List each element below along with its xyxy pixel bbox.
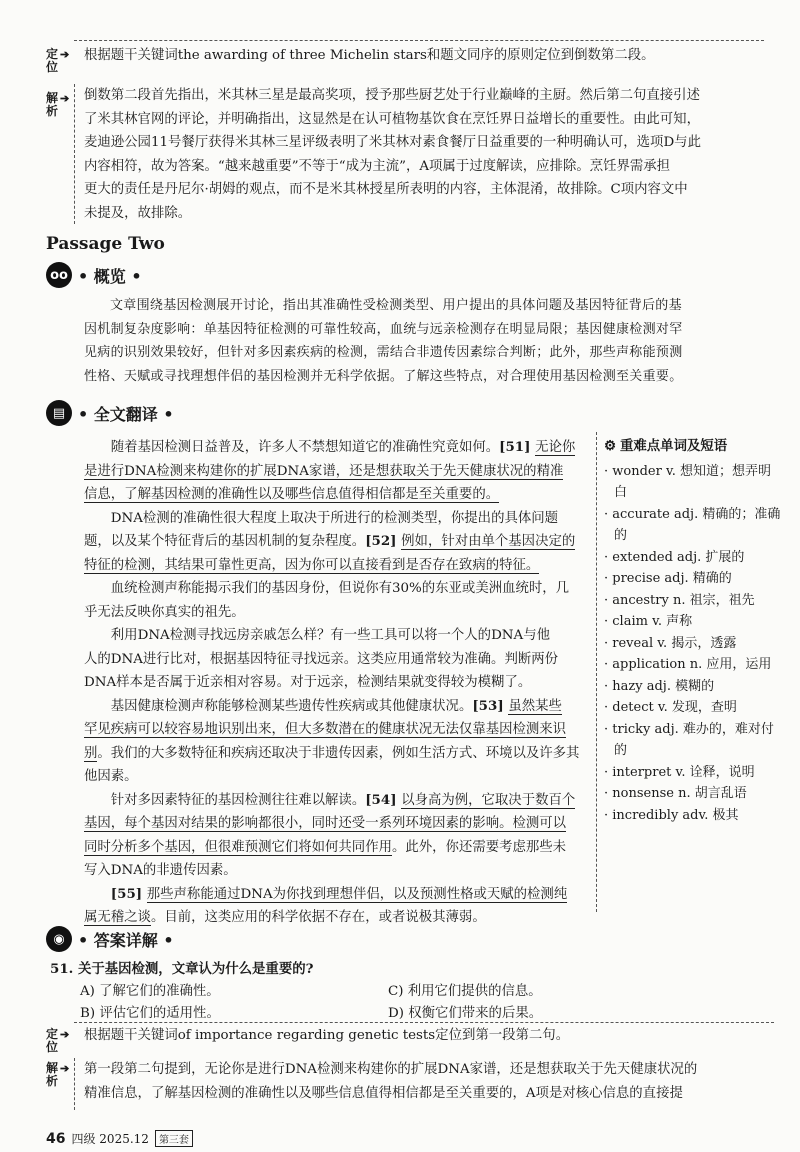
overview-line: 见病的识别效果较好，但针对多因素疾病的检测，需结合非遗传因素综合判断；此外，那些声称能预测 <box>84 345 683 360</box>
trans-line <box>84 718 590 742</box>
trans-line: 写入DNA的非遗传因素。 <box>84 863 237 878</box>
arrow-icon: ➔ <box>60 1028 70 1041</box>
arrow-icon: ➔ <box>60 1062 70 1075</box>
translation-heading-text: • 全文翻译 • <box>78 404 174 424</box>
trans-line: 血统检测声称能揭示我们的基因身份，但说你有30%的东亚或美洲血统时，几 <box>110 581 570 596</box>
answers-heading-text: • 答案详解 • <box>78 930 174 950</box>
t: 题，以及某个特征背后的基因机制的复杂程度。 <box>84 534 366 549</box>
jiexi-line: 内容相符，故为答案。“越来越重要”不等于“成为主流”，A项属于过度解读，应排除。烹饪界需承担 <box>84 158 671 174</box>
arrow-icon: ➔ <box>60 92 70 105</box>
jiexi-line: 第一段第二句提到，无论你是进行DNA检测来构建你的扩展DNA家谱，还是想获取关于先天健康状况的 <box>84 1062 698 1077</box>
overview-line: 文章围绕基因检测展开讨论，指出其准确性受检测类型、用户提出的具体问题及基因特征背后的基 <box>110 298 682 313</box>
t: 无论你 <box>535 440 576 455</box>
vocab-item: · application n. 应用，运用 <box>604 657 772 672</box>
page-footer <box>46 1130 193 1147</box>
trans-line <box>84 883 590 907</box>
overview-text <box>84 294 774 388</box>
jiexi-rule <box>74 84 75 224</box>
t: 针对多因素特征的基因检测往往难以解读。 <box>110 792 366 808</box>
vocab-item: · reveal v. 揭示，透露 <box>604 635 737 651</box>
overview-heading <box>46 262 142 288</box>
trans-line <box>84 812 590 836</box>
jiexi-line: 更大的责任是丹尼尔·胡姆的观点，而不是米其林授星所表明的内容，主体混淆，故排除。C项内容文中 <box>84 182 688 197</box>
option-a: A) 了解它们的准确性。 <box>80 984 220 999</box>
t: 是进行DNA检测来构建你的扩展DNA家谱，还是想获取关于先天健康状况的精准 <box>84 463 564 479</box>
option-d: D) 权衡它们带来的后果。 <box>388 1006 543 1021</box>
footer-box: 第三套 <box>155 1130 193 1147</box>
jiexi-line: 精准信息，了解基因检测的准确性以及哪些信息值得相信都是至关重要的，A项是对核心信息的直接提 <box>84 1085 683 1101</box>
vocab-item: · nonsense n. 胡言乱语 <box>604 786 747 801</box>
trans-line <box>84 436 590 460</box>
jiexi-line: 了米其林官网的评论，并明确指出，这显然是在认可植物基饮食在烹饪界日益增长的重要性。由此可知， <box>84 111 700 127</box>
t: 属无稽之谈 <box>84 910 151 925</box>
vocab-item: · ancestry n. 祖宗，祖先 <box>604 592 755 608</box>
trans-line <box>84 836 590 860</box>
document-icon: ▤ <box>46 400 72 426</box>
jiexi-line: 未提及，故排除。 <box>84 205 192 221</box>
vocab-item: · extended adj. 扩展的 <box>604 549 745 565</box>
lightbulb-icon: ◉ <box>46 926 72 952</box>
footer-label: 四级 2025.12 <box>71 1132 149 1146</box>
vocab-item: · interpret v. 诠释，说明 <box>604 764 755 780</box>
vocab-title-text: 重难点单词及短语 <box>620 438 728 454</box>
trans-line: 乎无法反映你真实的祖先。 <box>84 604 245 620</box>
t: 特征的检测，其结果可靠性更高，因为你可以直接看到是否存在致病的特征。 <box>84 557 540 573</box>
dingwei-text-top: 根据题干关键词the awarding of three Michelin stars和题文同序的原则定位到倒数第二段。 <box>84 48 655 63</box>
t: 同时分析多个基因，但很难预测它们将如何共同作用 <box>84 839 392 855</box>
trans-line <box>84 695 590 719</box>
tag-jiexi-top: 解 析 ➔ <box>46 91 70 118</box>
jiexi-line: 倒数第二段首先指出，米其林三星是最高奖项，授予那些厨艺处于行业巅峰的主厨。然后第二句直接引述 <box>84 88 700 103</box>
arrow-icon: ➔ <box>60 48 70 61</box>
t: 信息，了解基因检测的准确性以及哪些信息值得相信都是至关重要的。 <box>84 487 500 502</box>
dingwei-text-51: 根据题干关键词of importance regarding genetic tests定位到第一段第二句。 <box>84 1028 570 1043</box>
q-marker: [51] <box>499 439 536 455</box>
t: 别 <box>84 745 98 761</box>
t: 那些声称能通过DNA为你找到理想伴侣，以及预测性格或天赋的检测纯 <box>146 886 568 902</box>
tag-dingwei-51: 定 位 ➔ <box>46 1027 70 1054</box>
option-c: C) 利用它们提供的信息。 <box>388 984 542 999</box>
t: 虽然某些 <box>508 698 562 714</box>
tag-jiexi-51: 解 析 ➔ <box>46 1061 70 1088</box>
t: 。目前，这类应用的科学依据不存在，或者说极其薄弱。 <box>150 910 486 925</box>
trans-line <box>84 530 590 554</box>
vocab-title <box>604 436 782 458</box>
vocab-item: · tricky adj. 难办的，难对付的 <box>604 721 774 758</box>
vocab-item: · accurate adj. 精确的；准确的 <box>604 506 781 543</box>
trans-line: 利用DNA检测寻找远房亲戚怎么样？有一些工具可以将一个人的DNA与他 <box>110 628 550 643</box>
q-marker: [52] <box>365 533 402 549</box>
question-51: 51. 关于基因检测，文章认为什么是重要的? <box>50 961 314 977</box>
vocab-item: · precise adj. 精确的 <box>604 571 732 586</box>
t: 基因健康检测声称能够检测某些遗传性疾病或其他健康状况。 <box>110 698 473 714</box>
trans-line <box>84 460 590 484</box>
glasses-icon: oo <box>46 262 72 288</box>
t: 例如，针对由单个基因决定的 <box>401 534 576 549</box>
page-number: 46 <box>46 1130 66 1147</box>
trans-line: 他因素。 <box>84 769 138 784</box>
jiexi-rule-51 <box>74 1058 75 1110</box>
overview-line: 因机制复杂度影响：单基因特征检测的可靠性较高，血统与远亲检测存在明显局限；基因健康检测对罕 <box>84 321 683 337</box>
trans-line <box>84 742 590 766</box>
jiexi-text-top <box>84 84 774 225</box>
vocab-item: · wonder v. 想知道；想弄明白 <box>604 463 772 500</box>
vocab-panel <box>604 436 782 826</box>
vocab-rule <box>596 432 597 912</box>
t: 随着基因检测日益普及，许多人不禁想知道它的准确性究竟如何。 <box>110 440 500 455</box>
translation-text <box>84 436 590 930</box>
vocab-item: · claim v. 声称 <box>604 614 693 629</box>
t: 罕见疾病可以较容易地识别出来，但大多数潜在的健康状况无法仅靠基因检测来识 <box>84 722 567 737</box>
passage-title: Passage Two <box>46 234 165 254</box>
vocab-item: · incredibly adv. 极其 <box>604 807 739 823</box>
gear-icon: ⚙ <box>604 438 617 454</box>
t: 。此外，你还需要考虑那些未 <box>391 839 567 855</box>
top-divider <box>74 40 764 41</box>
trans-line: 人的DNA进行比对，根据基因特征寻找远亲。这类应用通常较为准确。判断两份 <box>84 651 559 667</box>
overview-heading-text: • 概览 • <box>78 266 142 286</box>
translation-heading <box>46 400 174 426</box>
jiexi-line: 麦迪逊公园11号餐厅获得米其林三星评级表明了米其林对素食餐厅日益重要的一种明确认可，选项D与此 <box>84 135 701 150</box>
trans-line: DNA样本是否属于近亲相对容易。对于远亲，检测结果就变得较为模糊了。 <box>84 675 532 690</box>
answers-divider <box>74 1022 774 1023</box>
answers-heading <box>46 926 174 952</box>
tag-dingwei-top: 定 位 ➔ <box>46 47 70 74</box>
trans-line <box>84 554 590 578</box>
option-b: B) 评估它们的适用性。 <box>80 1006 220 1021</box>
vocab-item: · detect v. 发现，查明 <box>604 700 737 715</box>
trans-line <box>84 483 590 507</box>
t: 以身高为例，它取决于数百个 <box>401 792 576 808</box>
q-marker: [54] <box>365 791 402 808</box>
vocab-item: · hazy adj. 模糊的 <box>604 678 715 694</box>
overview-line: 性格、天赋或寻找理想伴侣的基因检测并无科学依据。了解这些特点，对合理使用基因检测至关重要。 <box>84 368 683 384</box>
t: 。我们的大多数特征和疾病还取决于非遗传因素，例如生活方式、环境以及许多其 <box>97 745 580 761</box>
t: 基因，每个基因对结果的影响都很小，同时还受一系列环境因素的影响。检测可以 <box>84 816 567 831</box>
trans-line <box>84 789 590 813</box>
jiexi-text-51 <box>84 1058 774 1105</box>
q-marker: [53] <box>472 697 509 714</box>
trans-line: DNA检测的准确性很大程度上取决于所进行的检测类型，你提出的具体问题 <box>110 510 559 526</box>
q-marker: [55] <box>110 885 147 902</box>
